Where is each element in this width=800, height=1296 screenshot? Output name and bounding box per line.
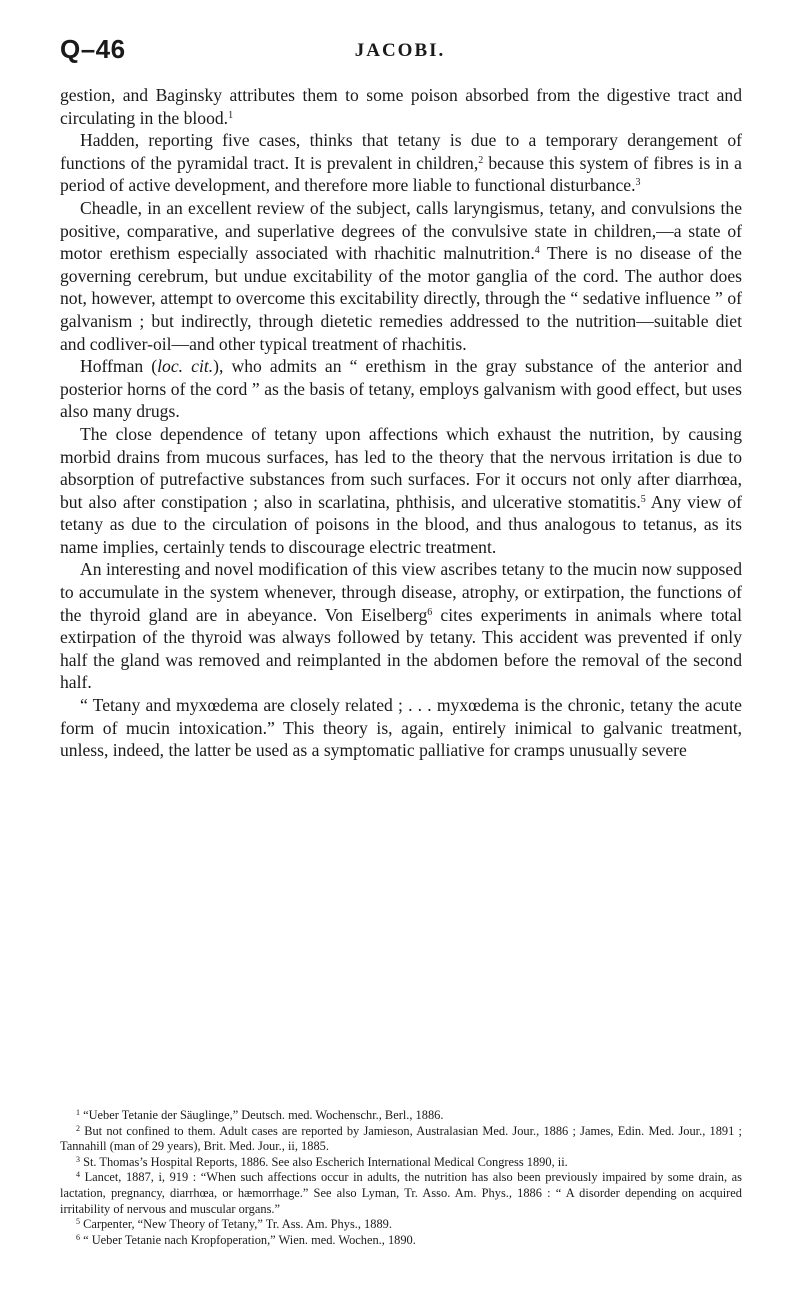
text-run: “ Tetany and myxœdema are closely related ; . . . myxœdema is the chronic, tetany the acute form of mucin intoxication.” This theory is, again, entirely inimical to galvanic treatment, unless, indeed, the latter be used as a symptomatic palliative for cramps unusually severe [60,695,742,761]
footnote [60,1124,742,1155]
footnotes [60,1108,742,1248]
footnote [60,1155,742,1171]
page-identifier: Q–46 [60,34,126,64]
footnote-marker: 1 [228,109,234,121]
text-run: because this system of fibres is in a period of active development, and therefore more liable to functional disturbance. [60,152,742,196]
footnote-marker: 4 [534,245,540,257]
text-run: There is no disease of the governing cerebrum, but undue excitability of the motor ganglia of the cord. The author does not, however, attempt to overcome this excitability directly, through the “ sedative influence ” of galvanism ; but indirectly, through dietetic remedies addressed to the nutrition—suitable diet and codliver-oil—and other typical treatment of rhachitis. [60,243,742,354]
italic-text: loc. cit. [157,356,214,377]
running-head: JACOBI. [354,40,446,61]
text-run: Hoffman ( [80,356,158,377]
footnote [60,1170,742,1217]
footnote-marker: 2 [76,1123,80,1133]
page-header [60,34,740,68]
text-run: The close dependence of tetany upon affections which exhaust the nutrition, by causing morbid drains from mucous surfaces, has led to the theory that the nervous irritation is due to absorption of putrefactive substances from such surfaces. For it occurs not only after diarrhœa, but also after constipation ; also in scarlatina, phthisis, and ulcerative stomatitis. [60,423,742,512]
text-run: Lancet, 1887, i, 919 : “When such affections occur in adults, the nutrition has also been previously impaired by some drain, as lactation, pregnancy, diarrhœa, or hæmorrhage.” See also Lyman, Tr. Asso. Am. Phys., 1886 : “ A disorder depending on acquired irritability of nervous and muscular organs.” [60,1170,742,1216]
footnote-marker: 6 [76,1232,80,1242]
text-run: But not confined to them. Adult cases are reported by Jamieson, Australasian Med. Jour., 1886 ; James, Edin. Med. Jour., 1891 ; Tannahill (man of 29 years), Brit. Med. Jour., ii, 1885. [60,1123,742,1154]
text-run: An interesting and novel modification of this view ascribes tetany to the mucin now supposed to accumulate in the system whenever, through disease, atrophy, or extirpation, the functions of the thyroid gland are in abeyance. Von Eiselberg [60,559,742,625]
paragraph [60,694,742,762]
footnote-marker: 5 [76,1217,80,1227]
text-run: “ Ueber Tetanie nach Kropfoperation,” Wien. med. Wochen., 1890. [80,1232,416,1247]
text-run: Carpenter, “New Theory of Tetany,” Tr. Ass. Am. Phys., 1889. [80,1217,392,1232]
footnote-marker: 1 [76,1108,80,1117]
paragraph [60,423,742,559]
footnote-marker: 2 [478,154,484,166]
text-run: St. Thomas’s Hospital Reports, 1886. See also Escherich International Medical Congress 1890, ii. [80,1154,568,1169]
footnote [60,1217,742,1233]
text-run: Cheadle, in an excellent review of the subject, calls laryngismus, tetany, and convulsions the positive, comparative, and superlative degrees of the convulsive state in children,—a state of motor erethism especially associated with rhachitic malnutrition. [60,197,742,264]
text-run: “Ueber Tetanie der Säuglinge,” Deutsch. med. Wochenschr., Berl., 1886. [80,1108,444,1122]
footnote-marker: 5 [640,493,646,505]
paragraph [60,129,742,197]
text-run: Hadden, reporting five cases, thinks that tetany is due to a temporary derangement of functions of the pyramidal tract. It is prevalent in children, [60,130,742,173]
footnote [60,1108,742,1124]
text-run: cites experiments in animals where total extirpation of the thyroid was always followed by tetany. This accident was prevented if only half the gland was removed and reimplanted in the abdomen before the removal of the second half. [60,604,742,693]
footnote-marker: 3 [635,177,641,189]
text-run: Any view of tetany as due to the circulation of poisons in the blood, and thus analogous to tetanus, as its name implies, certainly tends to discourage electric treatment. [60,491,742,557]
paragraph [60,84,742,129]
paragraph [60,197,742,355]
paragraph [60,558,742,694]
footnote [60,1233,742,1249]
text-run: ), who admits an “ erethism in the gray substance of the anterior and posterior horns of the cord ” as the basis of tetany, employs galvanism with good effect, but uses also many drugs. [60,356,742,422]
footnote-marker: 6 [427,606,433,618]
footnote-marker: 4 [76,1170,80,1180]
footnote-marker: 3 [76,1154,80,1164]
paragraph [60,355,742,423]
text-run: gestion, and Baginsky attributes them to some poison absorbed from the digestive tract and circulating in the blood. [60,85,742,128]
body-text [60,84,742,762]
